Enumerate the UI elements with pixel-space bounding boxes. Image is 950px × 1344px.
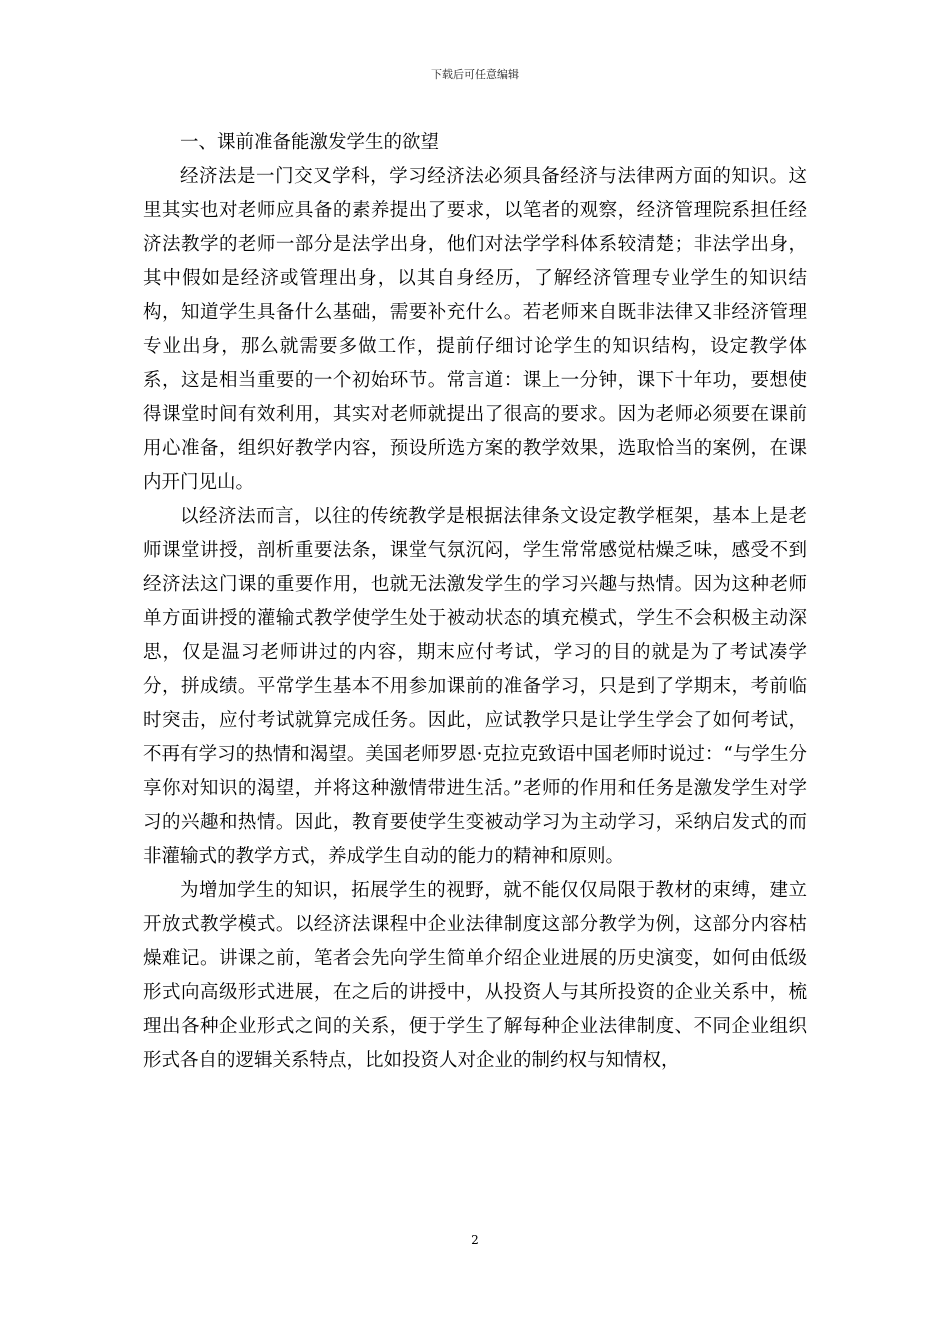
document-body: [143, 126, 807, 1078]
paragraph-1: 经济法是一门交叉学科，学习经济法必须具备经济与法律两方面的知识。这里其实也对老师应具备的素养提出了要求，以笔者的观察，经济管理院系担任经济法教学的老师一部分是法学出身，他们对法学学科体系较清楚；非法学出身，其中假如是经济或管理出身，以其自身经历，了解经济管理专业学生的知识结构，知道学生具备什么基础，需要补充什么。若老师来自既非法律又非经济管理专业出身，那么就需要多做工作，提前仔细讨论学生的知识结构，设定教学体系，这是相当重要的一个初始环节。常言道：课上一分钟，课下十年功，要想使得课堂时间有效利用，其实对老师就提出了很高的要求。因为老师必须要在课前用心准备，组织好教学内容，预设所选方案的教学效果，选取恰当的案例，在课内开门见山。: [143, 166, 807, 493]
section-heading: 一、课前准备能激发学生的欲望: [180, 132, 440, 153]
page-header: 下载后可任意编辑: [431, 68, 519, 81]
paragraph-3: 为增加学生的知识，拓展学生的视野，就不能仅仅局限于教材的束缚，建立开放式教学模式。以经济法课程中企业法律制度这部分教学为例，这部分内容枯燥难记。讲课之前，笔者会先向学生简单介绍企业进展的历史演变，如何由低级形式向高级形式进展，在之后的讲授中，从投资人与其所投资的企业关系中，梳理出各种企业形式之间的关系，便于学生了解每种企业法律制度、不同企业组织形式各自的逻辑关系特点，比如投资人对企业的制约权与知情权，: [143, 880, 807, 1071]
paragraph-2: 以经济法而言，以往的传统教学是根据法律条文设定教学框架，基本上是老师课堂讲授，剖析重要法条，课堂气氛沉闷，学生常常感觉枯燥乏味，感受不到经济法这门课的重要作用，也就无法激发学生的学习兴趣与热情。因为这种老师单方面讲授的灌输式教学使学生处于被动状态的填充模式，学生不会积极主动深思，仅是温习老师讲过的内容，期末应付考试，学习的目的就是为了考试凑学分，拼成绩。平常学生基本不用参加课前的准备学习，只是到了学期末，考前临时突击，应付考试就算完成任务。因此，应试教学只是让学生学会了如何考试，不再有学习的热情和渴望。美国老师罗恩·克拉克致语中国老师时说过：“与学生分享你对知识的渴望，并将这种激情带进生活。”老师的作用和任务是激发学生对学习的兴趣和热情。因此，教育要使学生变被动学习为主动学习，采纳启发式的而非灌输式的教学方式，养成学生自动的能力的精神和原则。: [143, 506, 807, 867]
page-number: 2: [471, 1233, 479, 1247]
